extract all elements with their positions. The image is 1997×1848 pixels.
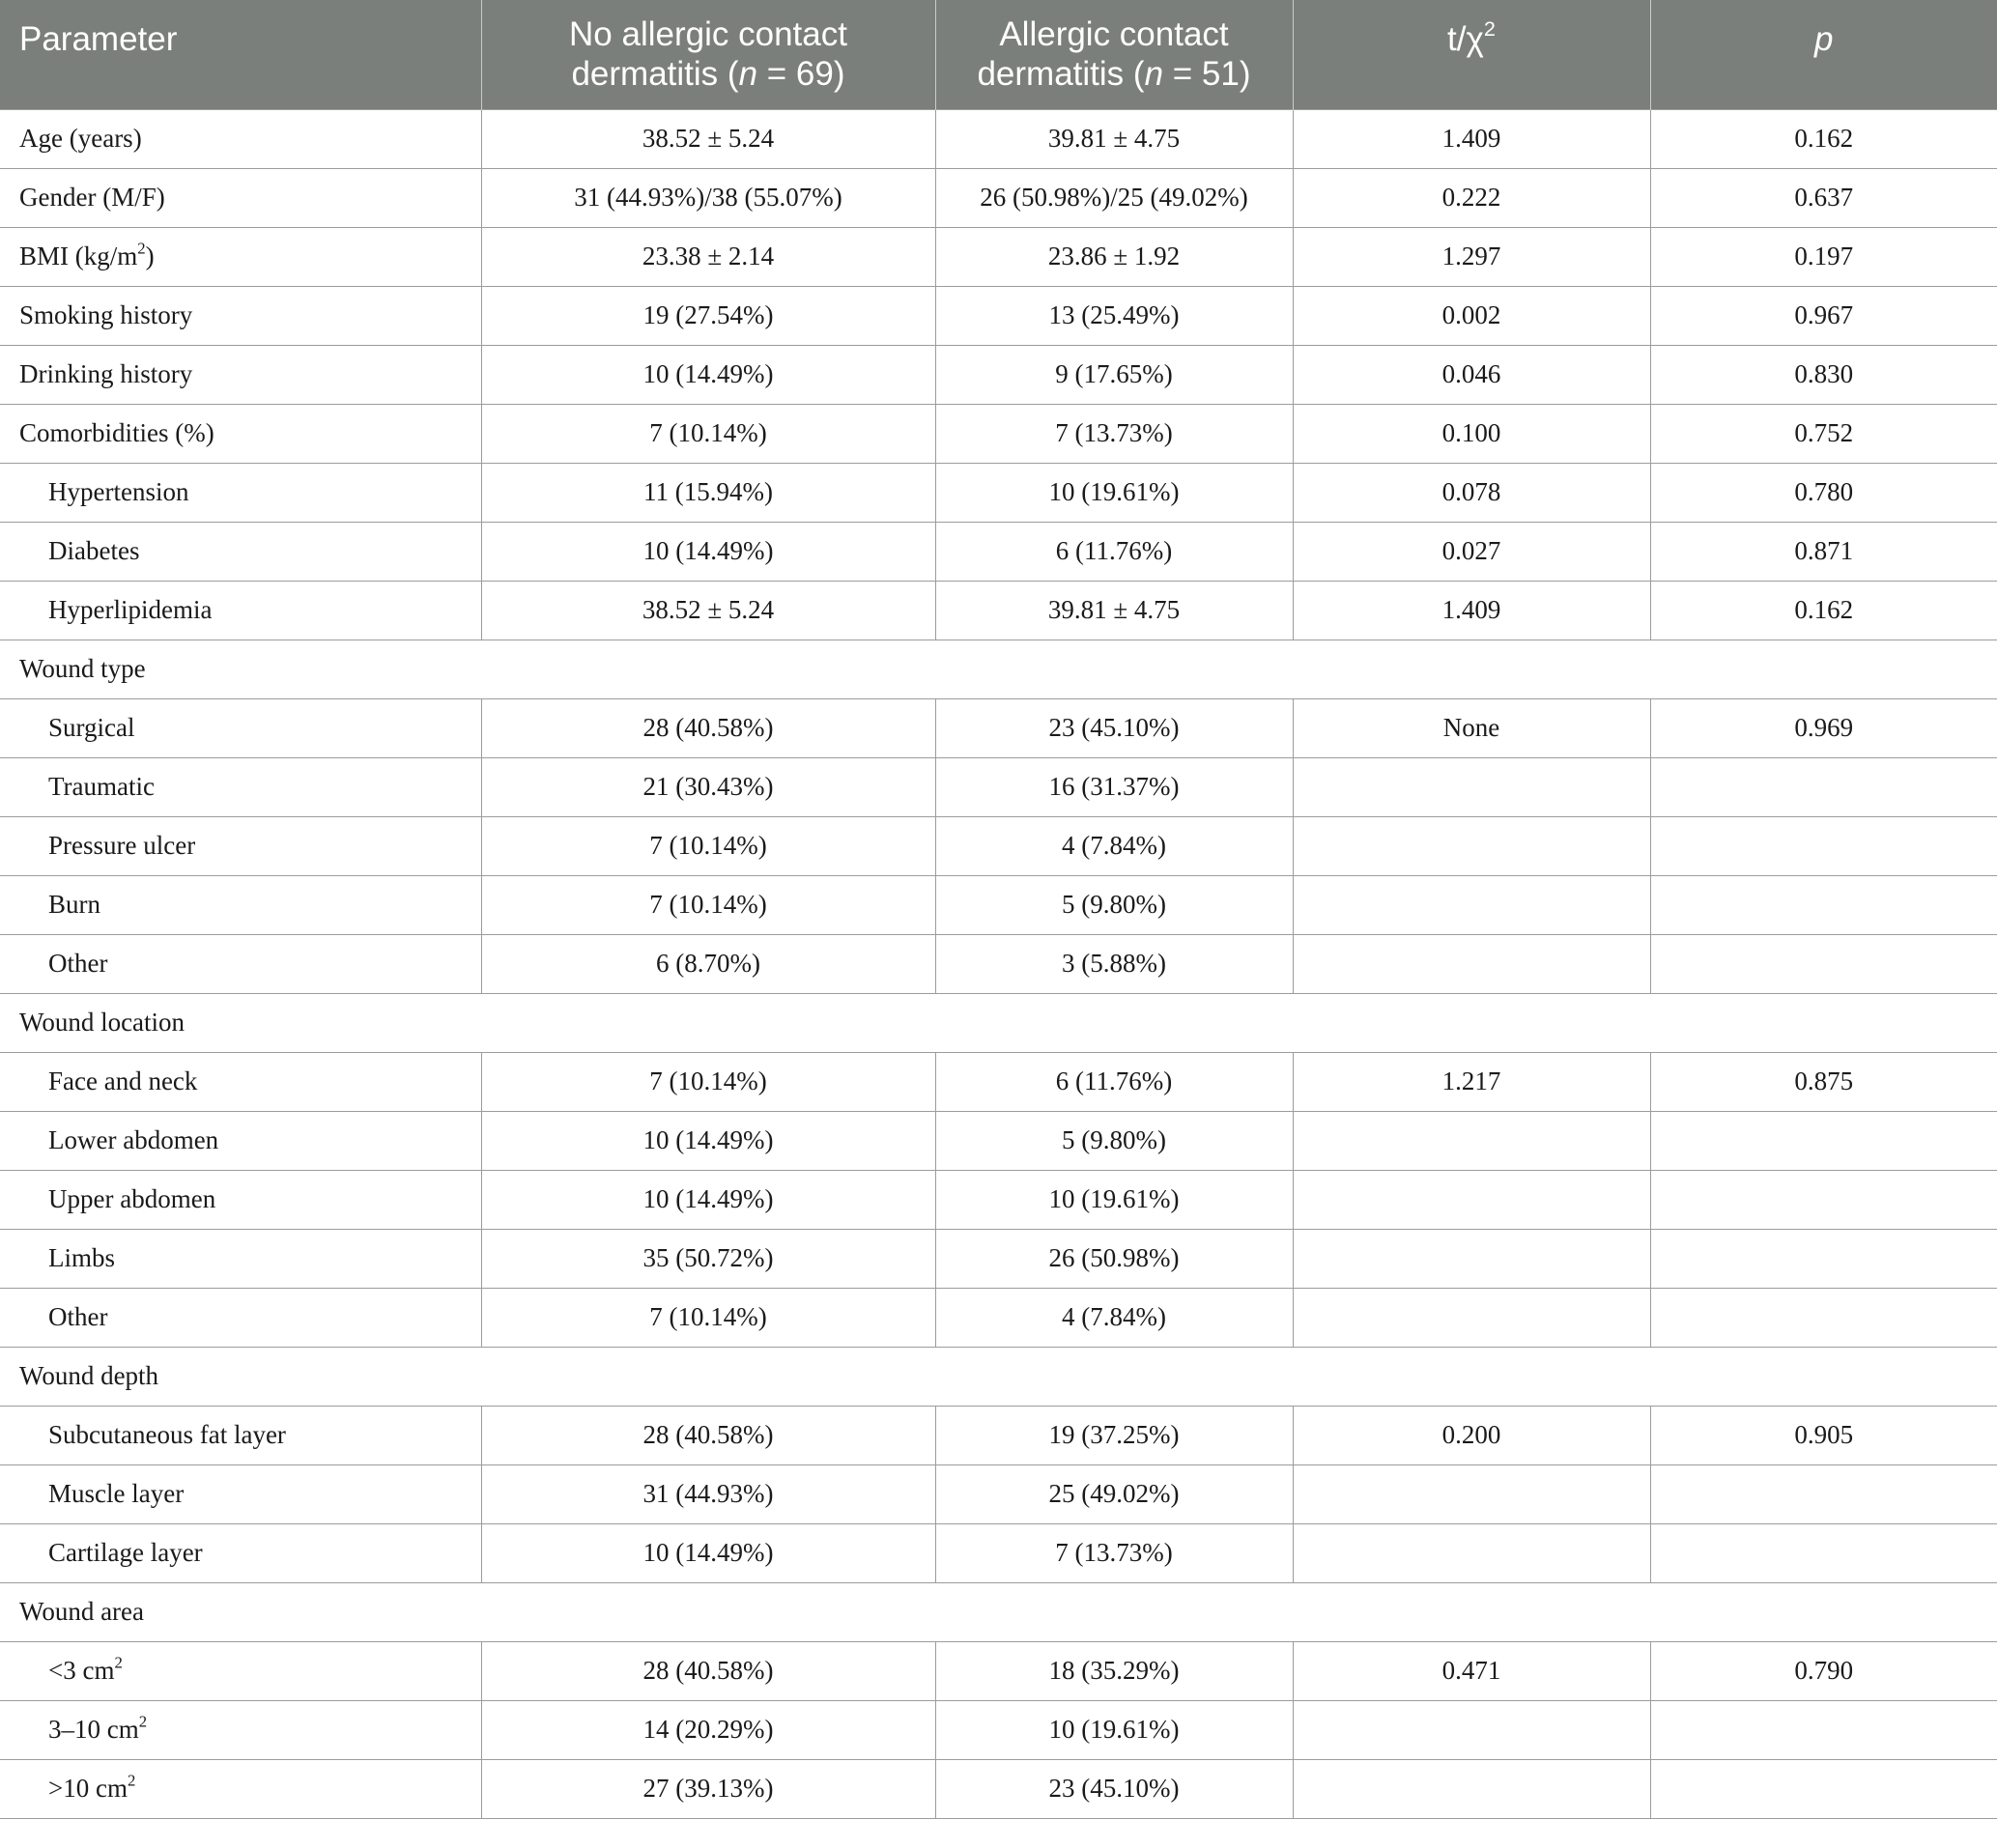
row-label: Drinking history <box>0 345 481 404</box>
value-acd: 7 (13.73%) <box>935 1523 1293 1582</box>
value-no-acd: 11 (15.94%) <box>481 463 935 522</box>
value-no-acd: 35 (50.72%) <box>481 1229 935 1288</box>
row-label: Hypertension <box>0 463 481 522</box>
table-row <box>0 522 1997 581</box>
row-label: Comorbidities (%) <box>0 404 481 463</box>
test-statistic: 0.100 <box>1293 404 1650 463</box>
p-value <box>1650 875 1997 934</box>
row-label: Subcutaneous fat layer <box>0 1406 481 1464</box>
p-value: 0.197 <box>1650 227 1997 286</box>
p-value <box>1650 934 1997 993</box>
value-acd: 5 (9.80%) <box>935 1111 1293 1170</box>
table-row <box>0 1523 1997 1582</box>
value-no-acd: 14 (20.29%) <box>481 1700 935 1759</box>
value-no-acd: 31 (44.93%) <box>481 1464 935 1523</box>
section-heading: Wound location <box>0 993 1997 1052</box>
value-no-acd: 28 (40.58%) <box>481 1641 935 1700</box>
header-no-acd-group: No allergic contact dermatitis (n = 69) <box>481 0 935 109</box>
header-parameter: Parameter <box>0 0 481 109</box>
test-statistic: 0.078 <box>1293 463 1650 522</box>
test-statistic: 0.027 <box>1293 522 1650 581</box>
row-label: Smoking history <box>0 286 481 345</box>
header-test-statistic: $t/\chi^2$ <box>1293 0 1650 109</box>
table-row <box>0 1229 1997 1288</box>
value-no-acd: 38.52 ± 5.24 <box>481 581 935 640</box>
p-value <box>1650 1464 1997 1523</box>
row-label: <3 $cm^2$ <box>0 1641 481 1700</box>
value-acd: 7 (13.73%) <box>935 404 1293 463</box>
value-acd: 10 (19.61%) <box>935 463 1293 522</box>
value-acd: 26 (50.98%)/25 (49.02%) <box>935 168 1293 227</box>
value-no-acd: 10 (14.49%) <box>481 1523 935 1582</box>
p-value <box>1650 1759 1997 1818</box>
value-no-acd: 28 (40.58%) <box>481 1406 935 1464</box>
p-value <box>1650 757 1997 816</box>
value-no-acd: 7 (10.14%) <box>481 875 935 934</box>
test-statistic: None <box>1293 698 1650 757</box>
section-heading: Wound type <box>0 640 1997 698</box>
table-row <box>0 581 1997 640</box>
value-no-acd: 10 (14.49%) <box>481 1170 935 1229</box>
p-value: 0.875 <box>1650 1052 1997 1111</box>
value-no-acd: 10 (14.49%) <box>481 345 935 404</box>
value-no-acd: 19 (27.54%) <box>481 286 935 345</box>
row-label: BMI $(kg/m^2)$ <box>0 227 481 286</box>
table-row <box>0 1288 1997 1347</box>
value-acd: 13 (25.49%) <box>935 286 1293 345</box>
value-acd: 23.86 ± 1.92 <box>935 227 1293 286</box>
test-statistic <box>1293 875 1650 934</box>
table-row <box>0 757 1997 816</box>
row-label: Traumatic <box>0 757 481 816</box>
p-value: 0.752 <box>1650 404 1997 463</box>
p-value: 0.162 <box>1650 109 1997 168</box>
p-value <box>1650 1170 1997 1229</box>
test-statistic <box>1293 934 1650 993</box>
value-no-acd: 10 (14.49%) <box>481 1111 935 1170</box>
test-statistic: 0.471 <box>1293 1641 1650 1700</box>
row-label: Limbs <box>0 1229 481 1288</box>
test-statistic: 1.297 <box>1293 227 1650 286</box>
value-acd: 23 (45.10%) <box>935 1759 1293 1818</box>
value-acd: 6 (11.76%) <box>935 1052 1293 1111</box>
value-acd: 26 (50.98%) <box>935 1229 1293 1288</box>
p-value <box>1650 1523 1997 1582</box>
table-row <box>0 227 1997 286</box>
table-row <box>0 168 1997 227</box>
value-no-acd: 21 (30.43%) <box>481 757 935 816</box>
table-row <box>0 816 1997 875</box>
value-no-acd: 28 (40.58%) <box>481 698 935 757</box>
row-label: Other <box>0 1288 481 1347</box>
value-acd: 19 (37.25%) <box>935 1406 1293 1464</box>
value-acd: 25 (49.02%) <box>935 1464 1293 1523</box>
test-statistic: 0.002 <box>1293 286 1650 345</box>
p-value <box>1650 1229 1997 1288</box>
value-no-acd: 31 (44.93%)/38 (55.07%) <box>481 168 935 227</box>
table-row <box>0 993 1997 1052</box>
row-label: >10 $cm^2$ <box>0 1759 481 1818</box>
test-statistic <box>1293 1229 1650 1288</box>
test-statistic: 0.200 <box>1293 1406 1650 1464</box>
value-no-acd: 38.52 ± 5.24 <box>481 109 935 168</box>
value-no-acd: 7 (10.14%) <box>481 1052 935 1111</box>
test-statistic: 1.217 <box>1293 1052 1650 1111</box>
p-value: 0.905 <box>1650 1406 1997 1464</box>
test-statistic <box>1293 1288 1650 1347</box>
table-row <box>0 1464 1997 1523</box>
p-value: 0.967 <box>1650 286 1997 345</box>
header-row <box>0 0 1997 109</box>
p-value: 0.871 <box>1650 522 1997 581</box>
table-row <box>0 1170 1997 1229</box>
table-row <box>0 109 1997 168</box>
value-acd: 23 (45.10%) <box>935 698 1293 757</box>
p-value: 0.969 <box>1650 698 1997 757</box>
row-label: Upper abdomen <box>0 1170 481 1229</box>
test-statistic <box>1293 1700 1650 1759</box>
value-no-acd: 7 (10.14%) <box>481 404 935 463</box>
value-no-acd: 27 (39.13%) <box>481 1759 935 1818</box>
p-value <box>1650 1111 1997 1170</box>
table-row <box>0 875 1997 934</box>
value-acd: 18 (35.29%) <box>935 1641 1293 1700</box>
row-label: Surgical <box>0 698 481 757</box>
value-acd: 10 (19.61%) <box>935 1700 1293 1759</box>
row-label: Muscle layer <box>0 1464 481 1523</box>
test-statistic <box>1293 1170 1650 1229</box>
row-label: Hyperlipidemia <box>0 581 481 640</box>
table-row <box>0 1700 1997 1759</box>
row-label: Burn <box>0 875 481 934</box>
value-no-acd: 7 (10.14%) <box>481 1288 935 1347</box>
value-acd: 39.81 ± 4.75 <box>935 581 1293 640</box>
test-statistic <box>1293 1523 1650 1582</box>
value-acd: 39.81 ± 4.75 <box>935 109 1293 168</box>
value-acd: 6 (11.76%) <box>935 522 1293 581</box>
row-label: 3–10 $cm^2$ <box>0 1700 481 1759</box>
row-label: Face and neck <box>0 1052 481 1111</box>
test-statistic: 1.409 <box>1293 581 1650 640</box>
value-acd: 16 (31.37%) <box>935 757 1293 816</box>
table-row <box>0 1582 1997 1641</box>
test-statistic <box>1293 757 1650 816</box>
p-value <box>1650 816 1997 875</box>
test-statistic <box>1293 1111 1650 1170</box>
row-label: Lower abdomen <box>0 1111 481 1170</box>
table-row <box>0 1347 1997 1406</box>
table-body <box>0 109 1997 1818</box>
table-row <box>0 1111 1997 1170</box>
table-row <box>0 286 1997 345</box>
value-acd: 9 (17.65%) <box>935 345 1293 404</box>
p-value <box>1650 1700 1997 1759</box>
test-statistic <box>1293 816 1650 875</box>
header-p-value: p <box>1650 0 1997 109</box>
row-label: Other <box>0 934 481 993</box>
p-value: 0.790 <box>1650 1641 1997 1700</box>
table-row <box>0 463 1997 522</box>
test-statistic <box>1293 1464 1650 1523</box>
value-no-acd: 23.38 ± 2.14 <box>481 227 935 286</box>
header-acd-group: Allergic contact dermatitis (n = 51) <box>935 0 1293 109</box>
p-value <box>1650 1288 1997 1347</box>
value-acd: 4 (7.84%) <box>935 816 1293 875</box>
table-row <box>0 1052 1997 1111</box>
test-statistic <box>1293 1759 1650 1818</box>
row-label: Diabetes <box>0 522 481 581</box>
test-statistic: 0.046 <box>1293 345 1650 404</box>
p-value: 0.637 <box>1650 168 1997 227</box>
test-statistic: 1.409 <box>1293 109 1650 168</box>
value-no-acd: 7 (10.14%) <box>481 816 935 875</box>
row-label: Pressure ulcer <box>0 816 481 875</box>
table-header <box>0 0 1997 109</box>
table-row <box>0 1759 1997 1818</box>
row-label: Cartilage layer <box>0 1523 481 1582</box>
value-acd: 3 (5.88%) <box>935 934 1293 993</box>
value-no-acd: 10 (14.49%) <box>481 522 935 581</box>
table-row <box>0 345 1997 404</box>
value-acd: 4 (7.84%) <box>935 1288 1293 1347</box>
value-acd: 5 (9.80%) <box>935 875 1293 934</box>
p-value: 0.162 <box>1650 581 1997 640</box>
section-heading: Wound area <box>0 1582 1997 1641</box>
table-row <box>0 698 1997 757</box>
table-row <box>0 640 1997 698</box>
value-no-acd: 6 (8.70%) <box>481 934 935 993</box>
row-label: Age (years) <box>0 109 481 168</box>
table-row <box>0 1641 1997 1700</box>
table-row <box>0 1406 1997 1464</box>
p-value: 0.830 <box>1650 345 1997 404</box>
p-value: 0.780 <box>1650 463 1997 522</box>
test-statistic: 0.222 <box>1293 168 1650 227</box>
row-label: Gender (M/F) <box>0 168 481 227</box>
table-row <box>0 934 1997 993</box>
value-acd: 10 (19.61%) <box>935 1170 1293 1229</box>
table-row <box>0 404 1997 463</box>
section-heading: Wound depth <box>0 1347 1997 1406</box>
